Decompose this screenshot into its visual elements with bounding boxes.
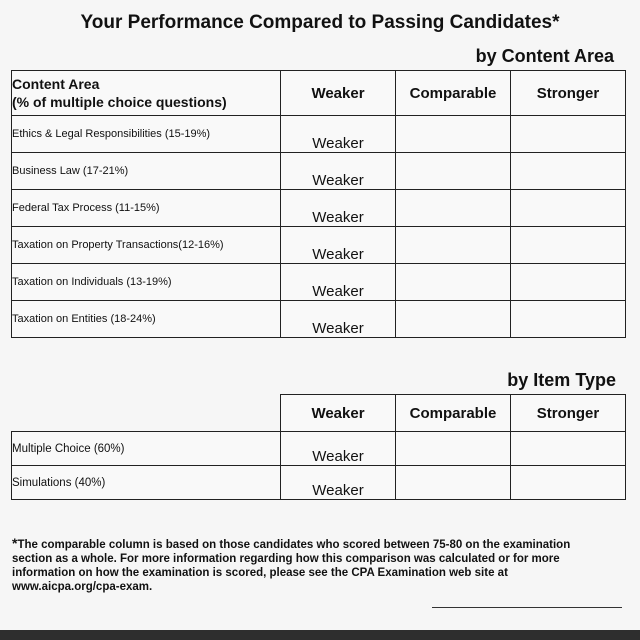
comparable-result-cell bbox=[396, 227, 511, 264]
weaker-result-cell: Weaker bbox=[281, 190, 396, 227]
comparable-column-header: Comparable bbox=[396, 71, 511, 116]
stronger-result-cell bbox=[511, 116, 626, 153]
table-header-row bbox=[12, 395, 626, 432]
stronger-column-header: Stronger bbox=[511, 71, 626, 116]
content-area-column-header bbox=[12, 71, 281, 116]
stronger-result-cell bbox=[511, 432, 626, 466]
weaker-result-cell: Weaker bbox=[281, 153, 396, 190]
weaker-column-header: Weaker bbox=[281, 71, 396, 116]
footnote bbox=[12, 536, 612, 594]
comparable-column-header: Comparable bbox=[396, 395, 511, 432]
stronger-result-cell bbox=[511, 190, 626, 227]
stronger-result-cell bbox=[511, 301, 626, 338]
comparable-result-cell bbox=[396, 432, 511, 466]
weaker-result-cell: Weaker bbox=[281, 264, 396, 301]
comparable-result-cell bbox=[396, 466, 511, 500]
stronger-result-cell bbox=[511, 466, 626, 500]
bottom-border bbox=[0, 630, 640, 640]
stronger-result-cell bbox=[511, 153, 626, 190]
content-area-name: Taxation on Individuals (13-19%) bbox=[12, 264, 281, 301]
weaker-result-cell: Weaker bbox=[281, 432, 396, 466]
table-row bbox=[12, 227, 626, 264]
table-row bbox=[12, 466, 626, 500]
table-row bbox=[12, 116, 626, 153]
content-area-header-line2: (% of multiple choice questions) bbox=[12, 94, 227, 110]
weaker-column-header: Weaker bbox=[281, 395, 396, 432]
table-row bbox=[12, 190, 626, 227]
item-type-name: Simulations (40%) bbox=[12, 466, 281, 500]
stronger-result-cell bbox=[511, 264, 626, 301]
weaker-result-cell: Weaker bbox=[281, 301, 396, 338]
item-type-heading: by Item Type bbox=[507, 370, 616, 390]
comparable-result-cell bbox=[396, 264, 511, 301]
page-title: Your Performance Compared to Passing Candidates* bbox=[80, 12, 560, 33]
content-area-heading: by Content Area bbox=[475, 46, 614, 66]
table-row bbox=[12, 301, 626, 338]
content-area-header-line1: Content Area bbox=[12, 76, 100, 92]
content-area-name: Ethics & Legal Responsibilities (15-19%) bbox=[12, 116, 281, 153]
item-type-name: Multiple Choice (60%) bbox=[12, 432, 281, 466]
stronger-column-header: Stronger bbox=[511, 395, 626, 432]
blank-header-cell bbox=[12, 395, 281, 432]
footnote-text: The comparable column is based on those candidates who scored between 75-80 on the examination section as a whole. For more information regarding how this comparison was calculated or for more information on how the examination is scored, please see the CPA Examination web site at www.aicpa.org/cpa-exam. bbox=[12, 539, 571, 593]
stronger-result-cell bbox=[511, 227, 626, 264]
item-type-table bbox=[11, 394, 626, 500]
table-row bbox=[12, 432, 626, 466]
table-header-row bbox=[12, 71, 626, 116]
content-area-name: Taxation on Entities (18-24%) bbox=[12, 301, 281, 338]
content-area-name: Taxation on Property Transactions(12-16%) bbox=[12, 227, 281, 264]
content-area-name: Business Law (17-21%) bbox=[12, 153, 281, 190]
weaker-result-cell: Weaker bbox=[281, 227, 396, 264]
content-area-name: Federal Tax Process (11-15%) bbox=[12, 190, 281, 227]
weaker-result-cell: Weaker bbox=[281, 466, 396, 500]
comparable-result-cell bbox=[396, 190, 511, 227]
footnote-asterisk: * bbox=[12, 535, 18, 551]
table-row bbox=[12, 153, 626, 190]
weaker-result-cell: Weaker bbox=[281, 116, 396, 153]
comparable-result-cell bbox=[396, 116, 511, 153]
comparable-result-cell bbox=[396, 301, 511, 338]
content-area-table bbox=[11, 70, 626, 338]
signature-line bbox=[432, 607, 622, 608]
table-row bbox=[12, 264, 626, 301]
comparable-result-cell bbox=[396, 153, 511, 190]
